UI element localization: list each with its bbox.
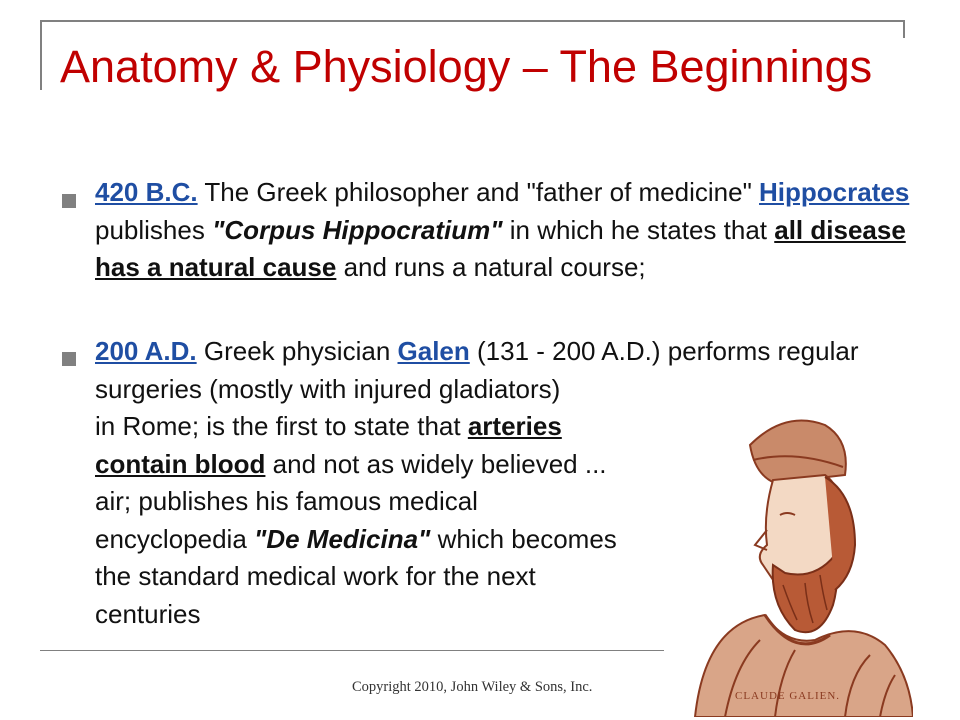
link-galen[interactable]: Galen <box>397 336 470 366</box>
bullet-marker <box>62 352 76 366</box>
text: in Rome; is the first to state that <box>95 411 468 441</box>
slide-title: Anatomy & Physiology – The Beginnings <box>60 41 873 92</box>
text: (131 - 200 A.D.) performs regular surgeries (mostly with injured gladiators) <box>95 336 859 404</box>
text: which becomes the standard medical work for the next centuries <box>95 523 617 629</box>
copyright-footer: Copyright 2010, John Wiley & Sons, Inc. <box>352 679 593 695</box>
link-200-ad[interactable]: 200 A.D. <box>95 336 197 366</box>
text: The Greek philosopher and "father of medicine" <box>197 177 760 207</box>
emphasis-text: arteries contain blood <box>95 411 562 479</box>
work-title: "Corpus Hippocratium" <box>212 214 503 245</box>
text: and runs a natural course; <box>336 252 646 282</box>
bullet-galen-continued <box>95 408 635 633</box>
text: and not as widely believed ... air; publishes his famous medical encyclopedia <box>95 448 607 554</box>
slide-frame-left-line <box>40 20 42 90</box>
slide-frame-right-line <box>903 20 905 38</box>
galen-portrait-image <box>655 405 913 717</box>
slide-frame-bottom-line <box>40 650 664 651</box>
emphasis-text: all disease has a natural cause <box>95 214 906 282</box>
slide-frame-top-line <box>40 20 904 22</box>
text: Greek physician <box>196 336 398 366</box>
link-420-bc[interactable]: 420 B.C. <box>95 177 198 207</box>
bullet-marker <box>62 194 76 208</box>
portrait-caption: CLAUDE GALIEN. <box>735 690 841 702</box>
bullet-hippocrates <box>95 174 925 287</box>
work-title: "De Medicina" <box>254 523 431 554</box>
text: in which he states that <box>502 214 775 245</box>
text: publishes <box>95 214 213 245</box>
link-hippocrates[interactable]: Hippocrates <box>759 177 910 207</box>
